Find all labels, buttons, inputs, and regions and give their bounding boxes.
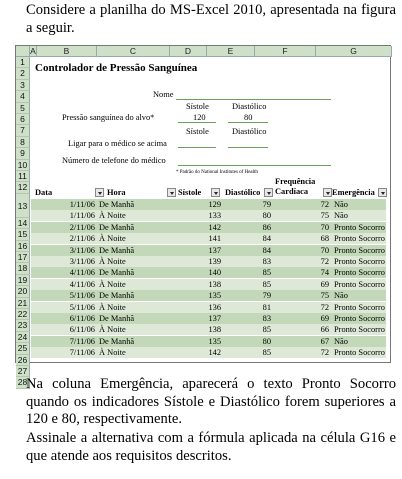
header-emergencia: Emergência — [332, 188, 375, 197]
nome-input[interactable] — [176, 99, 331, 100]
filter-sistole-dropdown-icon[interactable] — [211, 188, 220, 197]
cell-sis[interactable]: 136 — [208, 302, 221, 312]
cell-emerg[interactable]: Pronto Socorro — [334, 257, 385, 266]
table-row — [31, 210, 386, 221]
cell-freq[interactable]: 72 — [320, 200, 329, 209]
column-header-b[interactable]: B — [37, 46, 97, 57]
row-header-25[interactable]: 25 — [16, 343, 30, 354]
cell-sis[interactable]: 140 — [208, 268, 221, 278]
table-row — [31, 324, 386, 335]
cell-freq[interactable]: 74 — [320, 268, 329, 278]
cell-sis[interactable]: 129 — [208, 200, 221, 209]
cell-freq[interactable]: 75 — [320, 211, 329, 221]
cell-sis[interactable]: 142 — [208, 348, 221, 358]
alvo-diastolico-line — [228, 122, 268, 123]
table-row — [31, 222, 386, 233]
cell-dia[interactable]: 86 — [262, 222, 271, 232]
cell-dia[interactable]: 83 — [262, 257, 271, 266]
cell-hora[interactable]: De Manhã — [99, 291, 135, 301]
cell-data[interactable]: 3/11/06 — [69, 245, 95, 255]
alvo-diastolico-value[interactable]: 80 — [244, 113, 253, 122]
label-diastolico: Diastólico — [232, 102, 267, 111]
cell-data[interactable]: 2/11/06 — [69, 222, 95, 232]
row-header-9[interactable]: 9 — [16, 148, 30, 159]
column-header-f[interactable]: F — [255, 46, 316, 57]
row-header-11[interactable]: 11 — [16, 171, 30, 182]
cell-data[interactable]: 2/11/06 — [69, 234, 95, 244]
cell-emerg[interactable]: Não — [334, 291, 348, 301]
cell-dia[interactable]: 85 — [262, 348, 271, 358]
row-header-26[interactable]: 26 — [16, 355, 30, 366]
cell-hora[interactable]: À Noite — [99, 325, 126, 335]
cell-freq[interactable]: 69 — [320, 314, 329, 323]
footnote: * Padrão do National Institutes of Health — [176, 170, 258, 175]
row-header-16[interactable]: 16 — [16, 241, 30, 252]
cell-dia[interactable]: 85 — [262, 268, 271, 278]
cell-sis[interactable]: 138 — [208, 279, 221, 289]
cell-data[interactable]: 4/11/06 — [69, 268, 95, 278]
cell-dia[interactable]: 85 — [262, 325, 271, 335]
cell-data[interactable]: 1/11/06 — [69, 200, 95, 209]
spreadsheet — [15, 45, 391, 388]
label-alvo: Pressão sanguínea do alvo* — [62, 113, 155, 122]
table-row — [31, 336, 386, 347]
cell-sis[interactable]: 137 — [208, 314, 221, 323]
table-row — [31, 256, 386, 267]
cell-data[interactable]: 6/11/06 — [69, 325, 95, 335]
cell-emerg[interactable]: Pronto Socorro — [334, 325, 385, 335]
cell-freq[interactable]: 68 — [320, 234, 329, 244]
row-header-1[interactable]: 1 — [16, 57, 30, 68]
cell-freq[interactable]: 72 — [320, 257, 329, 266]
label-diastolico2: Diastólico — [232, 127, 267, 136]
table-row — [31, 302, 386, 313]
filter-hora-dropdown-icon[interactable] — [167, 188, 176, 197]
cell-emerg[interactable]: Pronto Socorro — [334, 314, 385, 323]
row-header-12[interactable]: 12 — [16, 182, 30, 193]
cell-emerg[interactable]: Não — [334, 336, 348, 346]
cell-hora[interactable]: De Manhã — [99, 268, 135, 278]
cell-dia[interactable]: 84 — [262, 245, 271, 255]
cell-emerg[interactable]: Pronto Socorro — [334, 222, 385, 232]
intro-paragraph: Considere a planilha do MS-Excel 2010, apresentada na figura a seguir. — [26, 2, 396, 36]
outro-paragraph-1: Na coluna Emergência, aparecerá o texto Pronto Socorro quando os indicadores Sístole e Diastólico forem superiores a 120 e 80, respectivamente. — [26, 376, 396, 427]
label-sistole2: Sístole — [186, 127, 209, 136]
cell-sis[interactable]: 137 — [208, 245, 221, 255]
cell-emerg[interactable]: Pronto Socorro — [334, 234, 385, 244]
row-header-6[interactable]: 6 — [16, 114, 30, 125]
cell-freq[interactable]: 69 — [320, 279, 329, 289]
row-header-10[interactable]: 10 — [16, 160, 30, 171]
row-header-8[interactable]: 8 — [16, 137, 30, 148]
cell-hora[interactable]: De Manhã — [99, 336, 135, 346]
header-data: Data — [35, 188, 53, 197]
cell-data[interactable]: 3/11/06 — [69, 257, 95, 266]
cell-freq[interactable]: 67 — [320, 336, 329, 346]
cell-freq[interactable]: 75 — [320, 291, 329, 301]
row-header-15[interactable]: 15 — [16, 229, 30, 240]
cell-emerg[interactable]: Não — [334, 211, 348, 221]
row-header-13[interactable]: 13 — [16, 194, 30, 218]
cell-data[interactable]: 7/11/06 — [69, 336, 95, 346]
cell-freq[interactable]: 66 — [320, 325, 329, 335]
cell-hora[interactable]: De Manhã — [99, 245, 135, 255]
column-header-d[interactable]: D — [170, 46, 207, 57]
table-row — [31, 290, 386, 301]
label-ligar: Ligar para o médico se acima — [68, 139, 167, 148]
header-diastolico: Diastólico — [225, 188, 261, 197]
cell-data[interactable]: 6/11/06 — [69, 314, 95, 323]
row-header-5[interactable]: 5 — [16, 103, 30, 114]
cell-sis[interactable]: 135 — [208, 291, 221, 301]
row-header-23[interactable]: 23 — [16, 320, 30, 331]
cell-data[interactable]: 5/11/06 — [69, 291, 95, 301]
cell-hora[interactable]: À Noite — [99, 302, 126, 312]
cell-emerg[interactable]: Pronto Socorro — [334, 279, 385, 289]
sheet-title: Controlador de Pressão Sanguínea — [35, 62, 198, 74]
table-row — [31, 347, 386, 358]
label-sistole: Sístole — [186, 102, 209, 111]
cell-dia[interactable]: 85 — [262, 279, 271, 289]
cell-freq[interactable]: 70 — [320, 222, 329, 232]
row-header-3[interactable]: 3 — [16, 80, 30, 91]
header-frequencia-line2: Cardíaca — [275, 187, 309, 196]
select-all-corner[interactable] — [16, 46, 30, 57]
cell-data[interactable]: 5/11/06 — [69, 302, 95, 312]
header-frequencia-line1: Frequência — [275, 177, 316, 186]
cell-sis[interactable]: 135 — [208, 336, 221, 346]
row-header-18[interactable]: 18 — [16, 263, 30, 274]
cell-dia[interactable]: 81 — [262, 302, 271, 312]
cell-hora[interactable]: À Noite — [99, 257, 126, 266]
row-header-28[interactable]: 28 — [16, 377, 30, 388]
cell-emerg[interactable]: Pronto Socorro — [334, 302, 385, 312]
header-sistole: Sístole — [178, 188, 202, 197]
cell-freq[interactable]: 72 — [320, 348, 329, 358]
row-header-14[interactable]: 14 — [16, 218, 30, 229]
cell-emerg[interactable]: Não — [334, 200, 348, 209]
cell-hora[interactable]: À Noite — [99, 234, 126, 244]
table-row — [31, 199, 386, 210]
cell-dia[interactable]: 80 — [262, 336, 271, 346]
column-header-g[interactable]: G — [316, 46, 392, 57]
label-nome: Nome — [153, 90, 174, 99]
outro-paragraph-2: Assinale a alternativa com a fórmula aplicada na célula G16 e que atende aos requisitos descritos. — [26, 430, 396, 464]
row-header-21[interactable]: 21 — [16, 298, 30, 309]
cell-emerg[interactable]: Pronto Socorro — [334, 268, 385, 278]
cell-dia[interactable]: 80 — [262, 211, 271, 221]
filter-diastolico-dropdown-icon[interactable] — [264, 188, 273, 197]
cell-freq[interactable]: 70 — [320, 245, 329, 255]
cell-dia[interactable]: 79 — [262, 291, 271, 301]
cell-data[interactable]: 1/11/06 — [69, 211, 95, 221]
row-header-24[interactable]: 24 — [16, 332, 30, 343]
column-header-e[interactable]: E — [207, 46, 255, 57]
table-header-row — [31, 175, 386, 199]
label-telefone: Número de telefone do médico — [62, 156, 166, 165]
row-header-2[interactable]: 2 — [16, 68, 30, 79]
cell-data[interactable]: 4/11/06 — [69, 279, 95, 289]
row-header-20[interactable]: 20 — [16, 286, 30, 297]
table-row — [31, 313, 386, 324]
cell-sis[interactable]: 142 — [208, 222, 221, 232]
cell-freq[interactable]: 72 — [320, 302, 329, 312]
cell-sis[interactable]: 139 — [208, 257, 221, 266]
row-header-4[interactable]: 4 — [16, 91, 30, 102]
column-header-c[interactable]: C — [97, 46, 170, 57]
cell-hora[interactable]: À Noite — [99, 279, 126, 289]
cell-hora[interactable]: À Noite — [99, 348, 126, 358]
cell-dia[interactable]: 83 — [262, 314, 271, 323]
table-row — [31, 279, 386, 290]
row-header-22[interactable]: 22 — [16, 309, 30, 320]
ligar-sistole-line[interactable] — [178, 147, 216, 148]
cell-hora[interactable]: De Manhã — [99, 222, 135, 232]
alvo-sistole-value[interactable]: 120 — [193, 113, 206, 122]
table-row — [31, 245, 386, 256]
row-header-7[interactable]: 7 — [16, 125, 30, 136]
cell-sis[interactable]: 141 — [208, 234, 221, 244]
filter-emergencia-dropdown-icon[interactable] — [378, 188, 387, 197]
column-header-a[interactable]: A — [30, 46, 36, 56]
cell-dia[interactable]: 84 — [262, 234, 271, 244]
ligar-diastolico-line[interactable] — [228, 147, 268, 148]
telefone-input[interactable] — [178, 165, 331, 166]
table-row — [31, 233, 386, 244]
cell-hora[interactable]: De Manhã — [99, 200, 135, 209]
alvo-sistole-line — [178, 122, 216, 123]
header-hora: Hora — [107, 188, 126, 197]
row-header-19[interactable]: 19 — [16, 275, 30, 286]
cell-emerg[interactable]: Pronto Socorro — [334, 245, 385, 255]
cell-data[interactable]: 7/11/06 — [69, 348, 95, 358]
table-row — [31, 267, 386, 278]
cell-sis[interactable]: 133 — [208, 211, 221, 221]
filter-data-dropdown-icon[interactable] — [95, 188, 104, 197]
row-header-17[interactable]: 17 — [16, 252, 30, 263]
cell-sis[interactable]: 138 — [208, 325, 221, 335]
cell-dia[interactable]: 79 — [262, 200, 271, 209]
row-header-27[interactable]: 27 — [16, 366, 30, 377]
cell-hora[interactable]: De Manhã — [99, 314, 135, 323]
filter-frequencia-dropdown-icon[interactable] — [323, 188, 332, 197]
cell-hora[interactable]: À Noite — [99, 211, 126, 221]
cell-emerg[interactable]: Pronto Socorro — [334, 348, 385, 358]
